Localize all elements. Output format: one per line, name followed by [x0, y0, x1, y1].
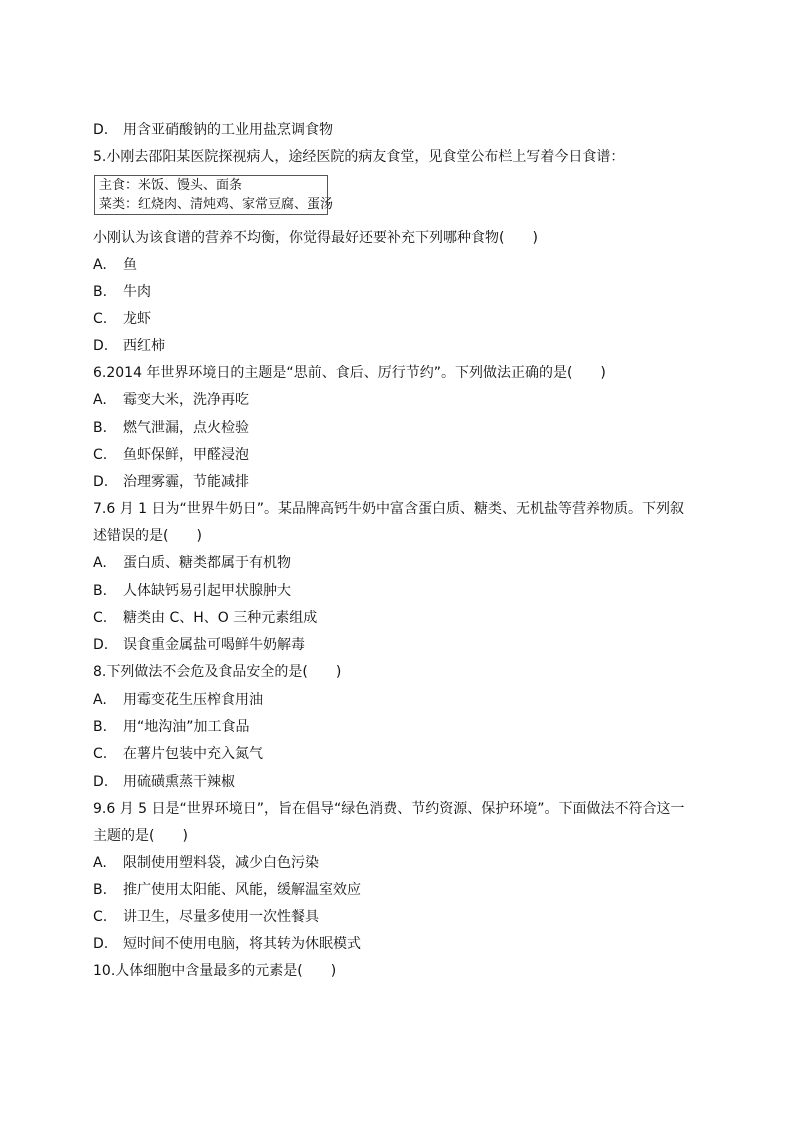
q9-option-d[interactable] — [93, 934, 361, 954]
q6-stem: 6.2014 年世界环境日的主题是“思前、食后、厉行节约”。下列做法正确的是( ) — [93, 365, 606, 381]
option-letter: B. — [93, 420, 108, 436]
option-letter: D. — [93, 936, 109, 952]
q8-option-b[interactable] — [93, 717, 250, 737]
option-letter: C. — [93, 610, 108, 626]
option-text: 误食重金属盐可喝鲜牛奶解毒 — [123, 637, 305, 653]
q5-stem: 5.小刚去邵阳某医院探视病人，途经医院的病友食堂，见食堂公布栏上写着今日食谱： — [93, 149, 625, 165]
option-letter: B. — [93, 284, 108, 300]
q9-stem-line1: 9.6 月 5 日是“世界环境日”，旨在倡导“绿色消费、节约资源、保护环境”。下面做法不符合这一 — [93, 801, 685, 817]
option-letter: C. — [93, 447, 108, 463]
option-letter: C. — [93, 909, 108, 925]
option-text: 限制使用塑料袋，减少白色污染 — [123, 855, 319, 871]
q6-option-b[interactable] — [93, 418, 249, 438]
option-letter: B. — [93, 882, 108, 898]
option-letter: A. — [93, 692, 107, 708]
q5-option-d[interactable] — [93, 336, 165, 356]
q6-option-c[interactable] — [93, 445, 249, 465]
option-letter: D. — [93, 338, 109, 354]
q6-option-d[interactable] — [93, 472, 249, 492]
q6-option-a[interactable] — [93, 390, 249, 410]
q5-option-b[interactable] — [93, 282, 151, 302]
q4-option-d — [93, 120, 333, 140]
option-letter: A. — [93, 392, 107, 408]
q5-option-a[interactable] — [93, 255, 137, 275]
q7-option-d[interactable] — [93, 635, 305, 655]
option-text: 短时间不使用电脑，将其转为休眠模式 — [123, 936, 361, 952]
q8-option-c[interactable] — [93, 744, 263, 764]
option-text: 用“地沟油”加工食品 — [123, 719, 250, 735]
option-letter: A. — [93, 855, 107, 871]
q10-stem: 10.人体细胞中含量最多的元素是( ) — [93, 963, 337, 979]
menu-dishes-row: 菜类：红烧肉、清炖鸡、家常豆腐、蛋汤 — [99, 197, 334, 212]
option-text: 蛋白质、糖类都属于有机物 — [123, 555, 291, 571]
option-letter: D. — [93, 637, 109, 653]
q5-option-c[interactable] — [93, 309, 151, 329]
q9-option-c[interactable] — [93, 907, 319, 927]
q9-stem-line2: 主题的是( ) — [93, 828, 188, 844]
option-text: 在薯片包装中充入氮气 — [123, 746, 263, 762]
option-text: 鱼虾保鲜，甲醛浸泡 — [123, 447, 249, 463]
option-text: 治理雾霾，节能减排 — [123, 474, 249, 490]
option-text: 用含亚硝酸钠的工业用盐烹调食物 — [123, 122, 333, 138]
q7-option-b[interactable] — [93, 581, 291, 601]
q7-stem-line2: 述错误的是( ) — [93, 528, 202, 544]
option-text: 用硫磺熏蒸干辣椒 — [123, 774, 235, 790]
option-text: 牛肉 — [123, 284, 151, 300]
q8-option-d[interactable] — [93, 772, 235, 792]
menu-staple-row: 主食：米饭、馒头、面条 — [99, 178, 243, 193]
option-letter: B. — [93, 719, 108, 735]
option-letter: B. — [93, 583, 108, 599]
option-text: 糖类由 C、H、O 三种元素组成 — [123, 610, 318, 626]
q8-option-a[interactable] — [93, 690, 263, 710]
q9-option-b[interactable] — [93, 880, 361, 900]
q8-stem: 8.下列做法不会危及食品安全的是( ) — [93, 664, 342, 680]
option-letter: C. — [93, 746, 108, 762]
option-letter: C. — [93, 311, 108, 327]
option-letter: A. — [93, 257, 107, 273]
option-text: 霉变大米，洗净再吃 — [123, 392, 249, 408]
option-text: 燃气泄漏，点火检验 — [123, 420, 249, 436]
q5-question: 小刚认为该食谱的营养不均衡，你觉得最好还要补充下列哪种食物( ) — [93, 230, 538, 246]
option-letter: D. — [93, 774, 109, 790]
option-text: 讲卫生，尽量多使用一次性餐具 — [123, 909, 319, 925]
q7-stem-line1: 7.6 月 1 日为“世界牛奶日”。某品牌高钙牛奶中富含蛋白质、糖类、无机盐等营养物质。下列叙 — [93, 501, 685, 517]
q7-option-c[interactable] — [93, 608, 317, 628]
q9-option-a[interactable] — [93, 853, 319, 873]
q7-option-a[interactable] — [93, 553, 291, 573]
option-letter: D. — [93, 474, 109, 490]
option-text: 推广使用太阳能、风能，缓解温室效应 — [123, 882, 361, 898]
option-letter: A. — [93, 555, 107, 571]
option-text: 西红柿 — [123, 338, 165, 354]
option-letter: D. — [93, 122, 109, 138]
option-text: 鱼 — [123, 257, 137, 273]
menu-table — [94, 175, 334, 215]
option-text: 人体缺钙易引起甲状腺肿大 — [123, 583, 291, 599]
option-text: 用霉变花生压榨食用油 — [123, 692, 263, 708]
option-text: 龙虾 — [123, 311, 151, 327]
